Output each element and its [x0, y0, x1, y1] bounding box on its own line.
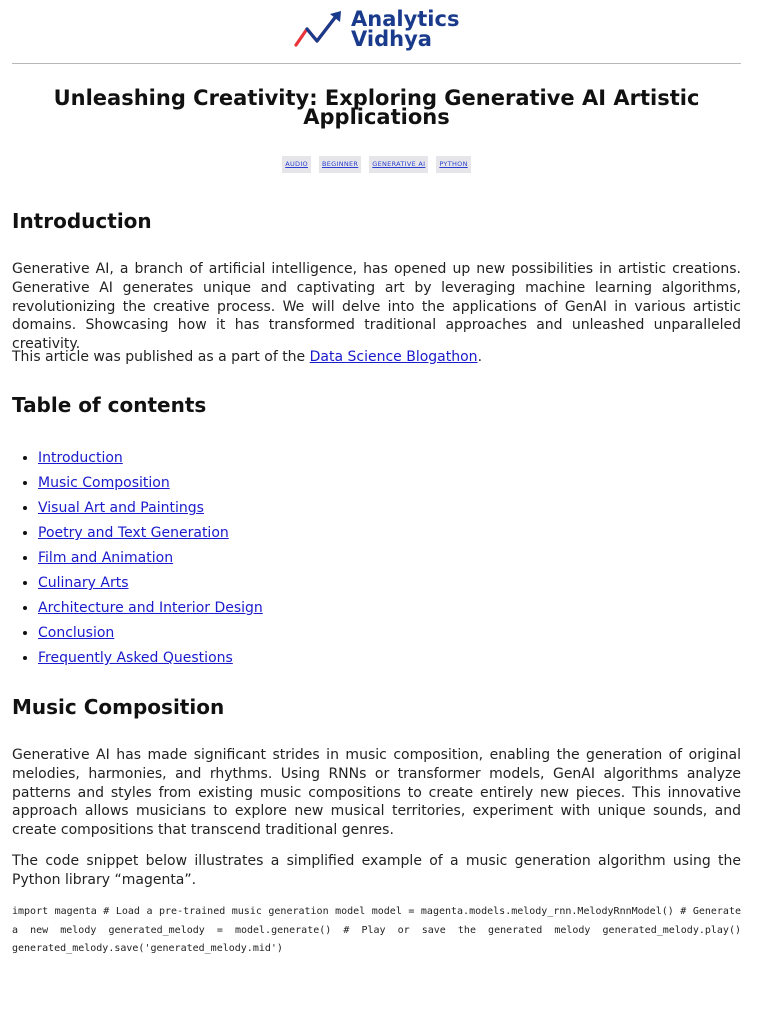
toc-item — [38, 446, 263, 471]
toc-list — [12, 446, 263, 671]
toc-item — [38, 496, 263, 521]
toc-link-film[interactable]: Film and Animation — [38, 550, 174, 566]
site-logo[interactable] — [293, 9, 473, 55]
toc-link-architecture[interactable]: Architecture and Interior Design — [38, 600, 263, 616]
header-divider — [12, 63, 741, 64]
article-title: Unleashing Creativity: Exploring Generative AI Artistic Applications — [53, 86, 700, 129]
toc-heading: Table of contents — [12, 393, 207, 417]
tag-generative-ai[interactable]: GENERATIVE AI — [369, 156, 428, 173]
toc-link-poetry[interactable]: Poetry and Text Generation — [38, 525, 229, 541]
toc-link-music-composition[interactable]: Music Composition — [38, 475, 170, 491]
toc-item — [38, 596, 263, 621]
blogathon-suffix: . — [477, 349, 483, 365]
tag-audio[interactable]: AUDIO — [282, 156, 311, 173]
toc-link-conclusion[interactable]: Conclusion — [38, 625, 115, 641]
code-intro-paragraph: The code snippet below illustrates a simplified example of a music generation algorithm using the Python library “magenta”. — [12, 853, 741, 888]
toc-item — [38, 471, 263, 496]
intro-paragraph: Generative AI, a branch of artificial intelligence, has opened up new possibilities in artistic creations. Generative AI generates unique and captivating art by leveraging machine learning algorithms, revolutionizing the creative process. We will delve into the applications of GenAI in various artistic domains. Showcasing how it has transformed traditional approaches and unleashed unparalleled creativity. — [12, 261, 741, 353]
toc-item — [38, 521, 263, 546]
toc-item — [38, 571, 263, 596]
toc-link-culinary[interactable]: Culinary Arts — [38, 575, 129, 591]
blogathon-prefix: This article was published as a part of the — [12, 349, 310, 365]
music-paragraph: Generative AI has made significant strides in music composition, enabling the generation of original melodies, harmonies, and rhythms. Using RNNs or transformer models, GenAI algorithms analyze patterns and styles from existing music compositions to create entirely new pieces. This innovative approach allows musicians to explore new musical territories, experiment with unique sounds, and create compositions that transcend traditional genres. — [12, 747, 741, 839]
toc-item — [38, 621, 263, 646]
tag-beginner[interactable]: BEGINNER — [319, 156, 361, 173]
blogathon-note — [12, 348, 741, 367]
toc-link-visual-art[interactable]: Visual Art and Paintings — [38, 500, 204, 516]
code-snippet: import magenta # Load a pre-trained music generation model model = magenta.models.melody_rnn.MelodyRnnModel() # Generate a new melody generated_melody = model.generate() # Play or save the generated melody generated_melody.play() generated_melody.save('generated_melody.mid') — [12, 906, 741, 954]
blogathon-link[interactable]: Data Science Blogathon — [309, 349, 478, 365]
tag-list — [12, 156, 741, 173]
toc-link-faq[interactable]: Frequently Asked Questions — [38, 650, 233, 666]
toc-item — [38, 546, 263, 571]
intro-heading: Introduction — [12, 209, 152, 233]
logo-line-2: Vidhya — [351, 27, 432, 51]
tag-python[interactable]: PYTHON — [436, 156, 470, 173]
trend-arrow-icon — [293, 9, 349, 51]
toc-link-introduction[interactable]: Introduction — [38, 450, 123, 466]
logo-line-1: Analytics — [351, 7, 460, 31]
toc-item — [38, 646, 263, 671]
music-heading: Music Composition — [12, 695, 225, 719]
